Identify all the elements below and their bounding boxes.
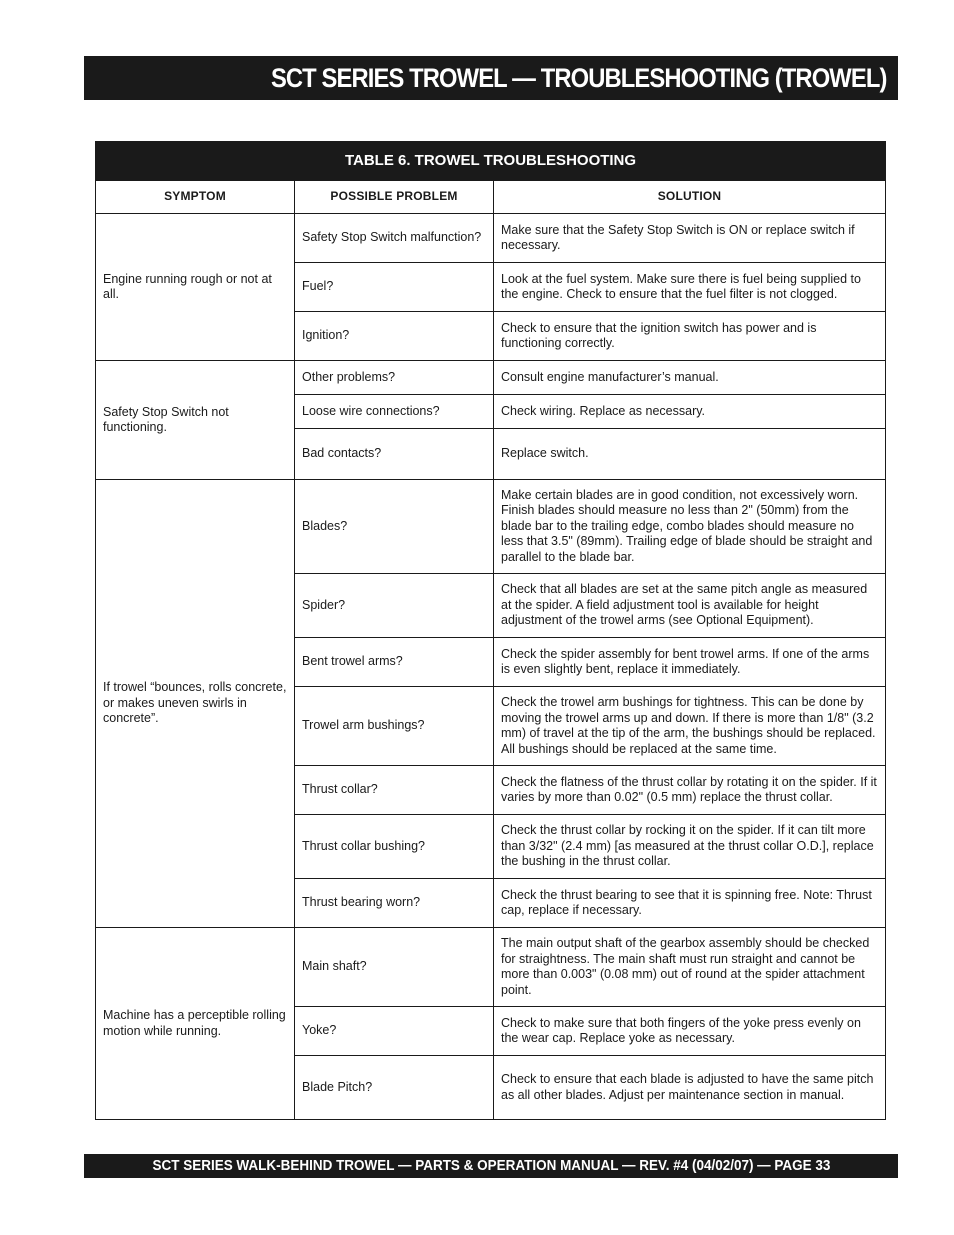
- problem-cell: Main shaft?: [295, 928, 494, 1007]
- problem-cell: Trowel arm bushings?: [295, 687, 494, 766]
- solution-cell: Make certain blades are in good condition, not excessively worn. Finish blades should measure no less than 2" (50mm) from the blade bar to the trailing edge, combo blades should measure no less that 3.5" (89mm). Trailing edge of blade should be straight and parallel to the blade bar.: [494, 480, 886, 574]
- page-footer: [84, 1154, 898, 1178]
- solution-cell: Check the thrust bearing to see that it is spinning free. Note: Thrust cap, replace if necessary.: [494, 879, 886, 928]
- solution-cell: Look at the fuel system. Make sure there is fuel being supplied to the engine. Check to ensure that the fuel filter is not clogged.: [494, 263, 886, 312]
- solution-cell: Check the flatness of the thrust collar by rotating it on the spider. If it varies by more than 0.02" (0.5 mm) replace the thrust collar.: [494, 766, 886, 815]
- problem-cell: Thrust collar?: [295, 766, 494, 815]
- problem-cell: Bent trowel arms?: [295, 638, 494, 687]
- column-header-solution: SOLUTION: [494, 181, 886, 214]
- problem-cell: Blade Pitch?: [295, 1056, 494, 1120]
- solution-cell: Check the spider assembly for bent trowel arms. If one of the arms is even slightly bent, replace it immediately.: [494, 638, 886, 687]
- solution-cell: Check to ensure that the ignition switch has power and is functioning correctly.: [494, 312, 886, 361]
- solution-cell: Check the trowel arm bushings for tightness. This can be done by moving the trowel arms up and down. If there is more than 1/8" (3.2 mm) of travel at the tip of the arm, the bushings should be replaced. All bushings should be replaced at the same time.: [494, 687, 886, 766]
- symptom-cell: Engine running rough or not at all.: [96, 214, 295, 361]
- problem-cell: Yoke?: [295, 1007, 494, 1056]
- solution-cell: Check to ensure that each blade is adjusted to have the same pitch as all other blades. Adjust per maintenance section in manual.: [494, 1056, 886, 1120]
- solution-cell: Consult engine manufacturer’s manual.: [494, 361, 886, 395]
- solution-cell: Replace switch.: [494, 429, 886, 480]
- solution-cell: Check that all blades are set at the same pitch angle as measured at the spider. A field adjustment tool is available for height adjustment of the trowel arms (see Optional Equipment).: [494, 574, 886, 638]
- page-title: SCT SERIES TROWEL — TROUBLESHOOTING (TROWEL): [270, 62, 886, 93]
- solution-cell: The main output shaft of the gearbox assembly should be checked for straightness. The main shaft must run straight and cannot be more than 0.003" (0.08 mm) out of round at the spider attachment point.: [494, 928, 886, 1007]
- table-caption: TABLE 6. TROWEL TROUBLESHOOTING: [96, 142, 886, 181]
- troubleshooting-table: [95, 141, 886, 1120]
- problem-cell: Blades?: [295, 480, 494, 574]
- problem-cell: Thrust bearing worn?: [295, 879, 494, 928]
- symptom-cell: Safety Stop Switch not functioning.: [96, 361, 295, 480]
- problem-cell: Ignition?: [295, 312, 494, 361]
- troubleshooting-table-wrap: [95, 141, 885, 1120]
- problem-cell: Thrust collar bushing?: [295, 815, 494, 879]
- footer-text: SCT SERIES WALK-BEHIND TROWEL — PARTS & OPERATION MANUAL — REV. #4 (04/02/07) — PAGE 33: [152, 1158, 830, 1174]
- solution-cell: Make sure that the Safety Stop Switch is ON or replace switch if necessary.: [494, 214, 886, 263]
- problem-cell: Spider?: [295, 574, 494, 638]
- column-header-symptom: SYMPTOM: [96, 181, 295, 214]
- problem-cell: Other problems?: [295, 361, 494, 395]
- problem-cell: Safety Stop Switch malfunction?: [295, 214, 494, 263]
- symptom-cell: If trowel “bounces, rolls concrete, or makes uneven swirls in concrete”.: [96, 480, 295, 928]
- table-row: [96, 361, 886, 395]
- column-header-possible-problem: POSSIBLE PROBLEM: [295, 181, 494, 214]
- solution-cell: Check wiring. Replace as necessary.: [494, 395, 886, 429]
- problem-cell: Loose wire connections?: [295, 395, 494, 429]
- problem-cell: Fuel?: [295, 263, 494, 312]
- table-row: [96, 928, 886, 1007]
- table-row: [96, 214, 886, 263]
- symptom-cell: Machine has a perceptible rolling motion while running.: [96, 928, 295, 1120]
- solution-cell: Check to make sure that both fingers of the yoke press evenly on the wear cap. Replace yoke as necessary.: [494, 1007, 886, 1056]
- page-header: [84, 56, 898, 100]
- table-row: [96, 480, 886, 574]
- solution-cell: Check the thrust collar by rocking it on the spider. If it can tilt more than 3/32" (2.4 mm) [as measured at the thrust collar O.D.], replace the bushing in the thrust collar.: [494, 815, 886, 879]
- problem-cell: Bad contacts?: [295, 429, 494, 480]
